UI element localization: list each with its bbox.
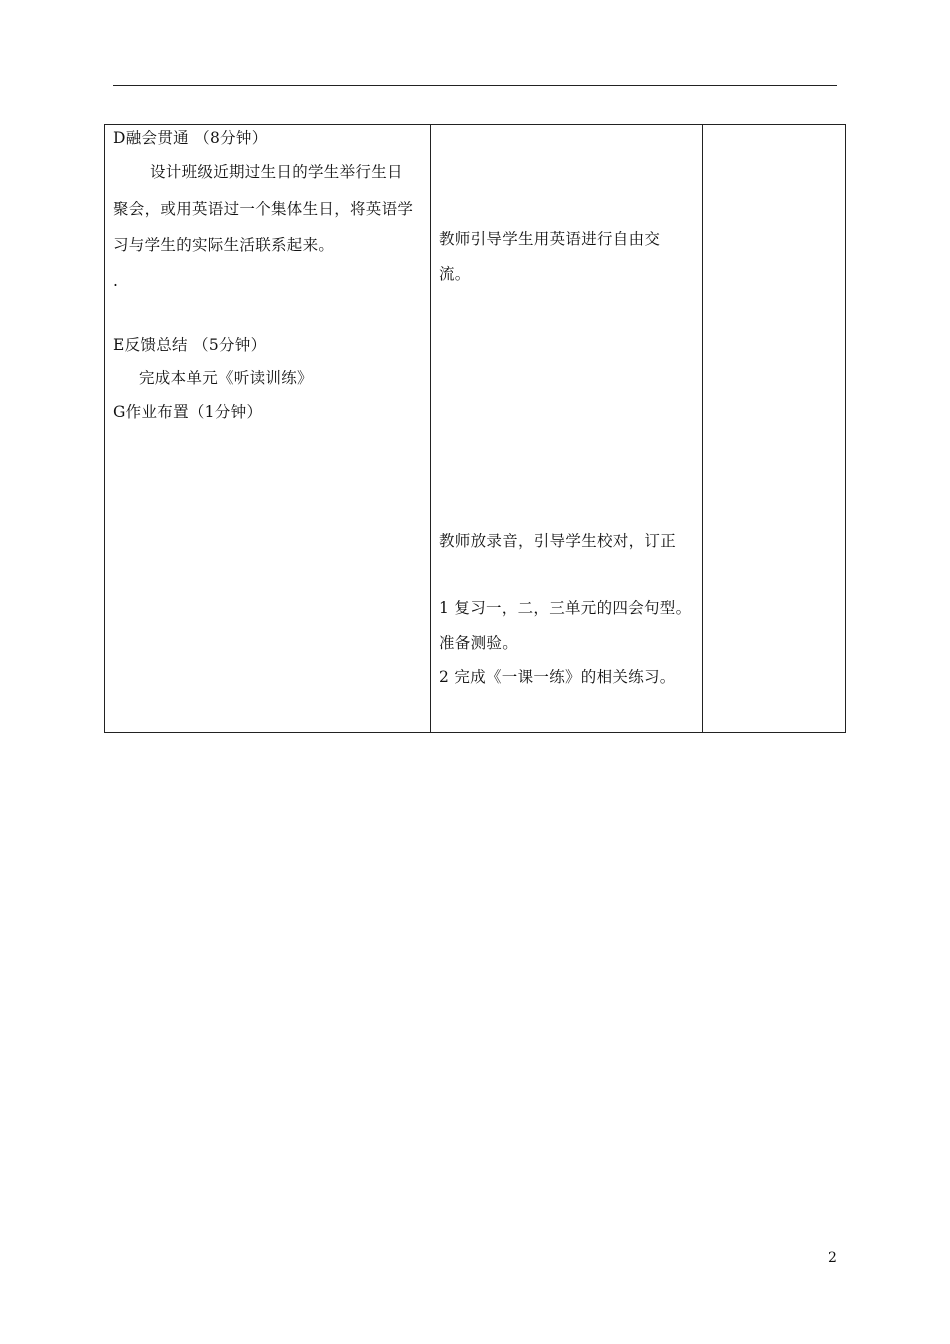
homework-line: 准备测验。: [439, 634, 519, 652]
header-rule: [113, 85, 837, 86]
section-d-body-line: 习与学生的实际生活联系起来。: [113, 236, 335, 254]
section-e-body: 完成本单元《听读训练》: [139, 369, 313, 387]
activity-d-line: 流。: [439, 265, 471, 283]
section-d-dot: .: [113, 272, 119, 290]
section-e-title: E反馈总结 （5分钟）: [113, 336, 267, 354]
column-divider-1: [430, 125, 431, 732]
column-divider-2: [702, 125, 703, 732]
section-d-body-line: 设计班级近期过生日的学生举行生日: [150, 163, 403, 181]
page-number: 2: [828, 1250, 837, 1266]
homework-line: 2 完成《一课一练》的相关练习。: [439, 668, 676, 686]
section-d-body-line: 聚会，或用英语过一个集体生日，将英语学: [113, 200, 414, 218]
homework-line: 1 复习一，二，三单元的四会句型。: [439, 599, 692, 617]
section-g-title: G作业布置（1分钟）: [113, 403, 263, 421]
activity-d-line: 教师引导学生用英语进行自由交: [439, 230, 661, 248]
section-d-title: D融会贯通 （8分钟）: [113, 129, 268, 147]
activity-e-text: 教师放录音，引导学生校对，订正: [439, 532, 677, 550]
